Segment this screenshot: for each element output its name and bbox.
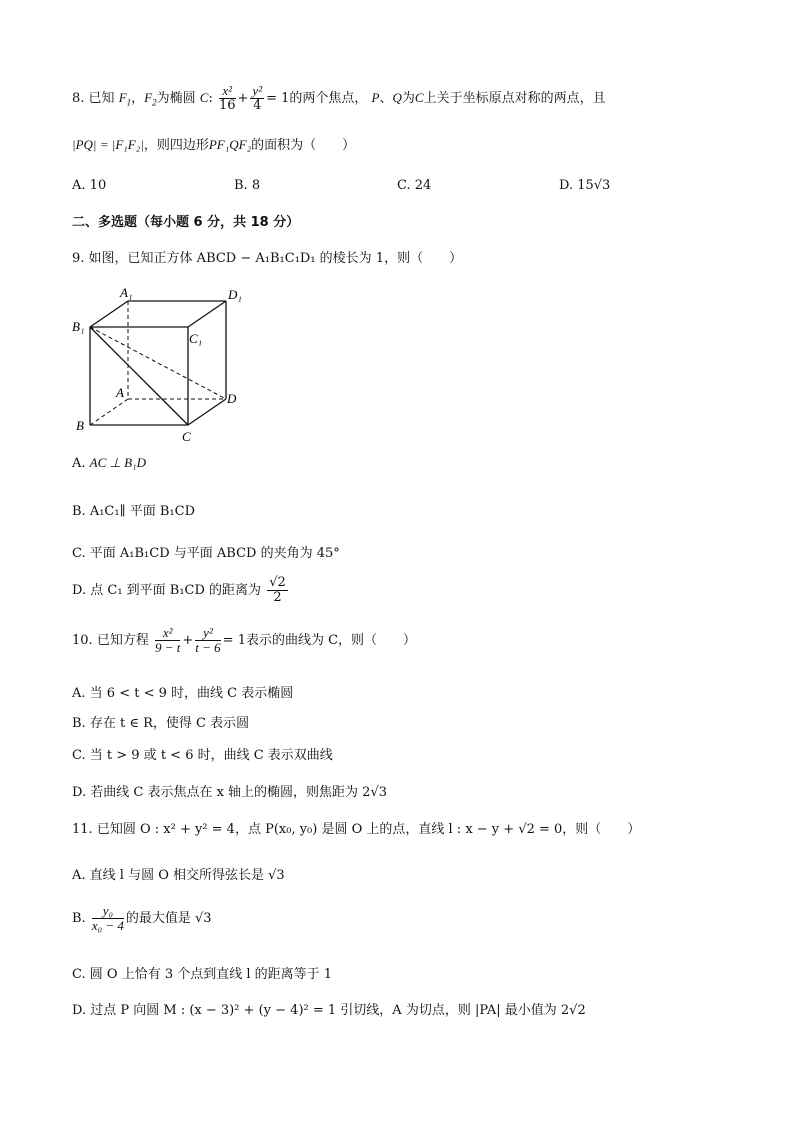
label-a: A — [116, 385, 124, 400]
q9-option-d[interactable]: D. 点 C₁ 到平面 B₁CD 的距离为 $\frac{√2}{2}$ — [72, 575, 286, 605]
label-a1: A₁ — [120, 285, 133, 300]
ellipse-term-y: $\frac{\text{y²}}{4}$ — [252, 83, 263, 113]
q8-option-b[interactable]: B. 8 — [234, 178, 261, 193]
q8-text: 的面积为（ ） — [251, 138, 356, 153]
edge-c1d1 — [188, 301, 226, 327]
q8-text: 的两个焦点， — [289, 91, 368, 106]
q10-option-d[interactable]: D. 若曲线 C 表示焦点在 x 轴上的椭圆，则焦距为 2√3 — [72, 785, 388, 800]
q8-curve-label: C — [414, 90, 424, 105]
q8-point-p: P — [371, 90, 380, 105]
label-d1: D₁ — [228, 287, 242, 302]
q8-curve-label: C — [199, 90, 209, 105]
q9-text: 如图，已知正方体 ABCD − A₁B₁C₁D₁ 的棱长为 1，则（ ） — [88, 251, 463, 266]
q8-option-d[interactable]: D. 15√3 — [559, 178, 611, 193]
q10-term-x: $\frac{\text{x²}}{9 - t}$ — [154, 625, 181, 655]
q8-sep: 、 — [379, 91, 393, 106]
q9-stem — [72, 250, 462, 268]
q8-stem-line2 — [72, 136, 355, 155]
q8-condition: |PQ| = |F₁F₂| — [72, 137, 144, 152]
q11-number: 11. — [72, 822, 93, 837]
q10-option-a[interactable]: A. 当 6 < t < 9 时，曲线 C 表示椭圆 — [72, 686, 294, 701]
label-c: C — [182, 429, 191, 444]
q10-text: = 1表示的曲线为 C，则（ ） — [222, 633, 417, 648]
label-b1: B₁ — [72, 319, 85, 334]
q10-term-y: $\frac{\text{y²}}{t - 6}$ — [195, 625, 221, 655]
q9-option-a[interactable]: A. AC ⊥ B₁D — [72, 455, 146, 471]
label-c1: C₁ — [189, 331, 203, 346]
q11-stem — [72, 821, 640, 839]
q11-option-d[interactable]: D. 过点 P 向圆 M : (x − 3)² + (y − 4)² = 1 引切线，A 为切点，则 |PA| 最小值为 2√2 — [72, 1003, 586, 1018]
q10-option-c[interactable]: C. 当 t > 9 或 t < 6 时，曲线 C 表示双曲线 — [72, 748, 333, 763]
cube-figure — [72, 285, 252, 445]
q9-option-c[interactable]: C. 平面 A₁B₁CD 与平面 ABCD 的夹角为 45° — [72, 546, 340, 561]
q9-d-fraction: $\frac{√2}{2}$ — [269, 575, 286, 605]
q8-number: 8. — [72, 91, 85, 106]
q8-stem-line1: 8. 已知 $F_1$，$F_2$为椭圆 C: $\frac{\text{x²}}{16}$ + $\frac{\text{y²}}{4}$ = 1的两个焦点， P、Q为C上关于坐标原点对称的两点，且 — [72, 83, 606, 113]
q11-option-b[interactable]: B. $\frac{\text{y₀}}{\text{x₀ − 4}}$ 的最大值是 √3 — [72, 903, 212, 933]
q8-quadrilateral: PF₁QF₂ — [208, 137, 252, 152]
diag-b1c — [90, 327, 188, 425]
q11-option-c[interactable]: C. 圆 O 上恰有 3 个点到直线 l 的距离等于 1 — [72, 967, 333, 982]
q10-number: 10. — [72, 633, 93, 648]
q8-text: 已知 — [88, 91, 115, 106]
q10-text: 已知方程 — [96, 633, 149, 648]
ellipse-term-x: $\frac{\text{x²}}{16}$ — [218, 83, 236, 113]
q8-text: 为椭圆 — [156, 91, 196, 106]
q9-number: 9. — [72, 251, 85, 266]
edge-ba — [90, 399, 128, 425]
section-title: 二、多选题（每小题 6 分，共 18 分） — [72, 215, 300, 230]
label-b: B — [76, 418, 84, 433]
q8-f1: $F_1$ — [118, 90, 132, 108]
q10-stem: 10. 已知方程 $\frac{\text{x²}}{9 - t}$ + $\frac{\text{y²}}{t - 6}$ = 1表示的曲线为 C，则（ ） — [72, 625, 417, 655]
q8-text: ，则四边形 — [143, 138, 209, 153]
q11-option-a[interactable]: A. 直线 l 与圆 O 相交所得弦长是 √3 — [72, 868, 285, 883]
q8-equals: = 1 — [266, 91, 290, 106]
q10-option-b[interactable]: B. 存在 t ∈ R，使得 C 表示圆 — [72, 716, 250, 731]
q9-option-b[interactable]: B. A₁C₁∥ 平面 B₁CD — [72, 504, 195, 519]
q11-b-fraction: $\frac{\text{y₀}}{\text{x₀ − 4}}$ — [91, 903, 124, 933]
edge-b1a1 — [90, 301, 128, 327]
q8-point-q: Q — [392, 90, 402, 105]
q8-option-c[interactable]: C. 24 — [397, 178, 432, 193]
q8-f2: $F_2$ — [144, 90, 157, 108]
edge-cd — [188, 399, 226, 425]
diag-b1d — [90, 327, 226, 399]
q8-option-a[interactable]: A. 10 — [72, 178, 107, 193]
q11-text: 已知圆 O : x² + y² = 4，点 P(x₀, y₀) 是圆 O 上的点，直线 l : x − y + √2 = 0，则（ ） — [96, 822, 641, 837]
label-d: D — [227, 391, 237, 406]
q8-text: 上关于坐标原点对称的两点，且 — [423, 91, 606, 106]
q8-text: 为 — [401, 91, 415, 106]
q8-sep: ， — [131, 91, 145, 106]
